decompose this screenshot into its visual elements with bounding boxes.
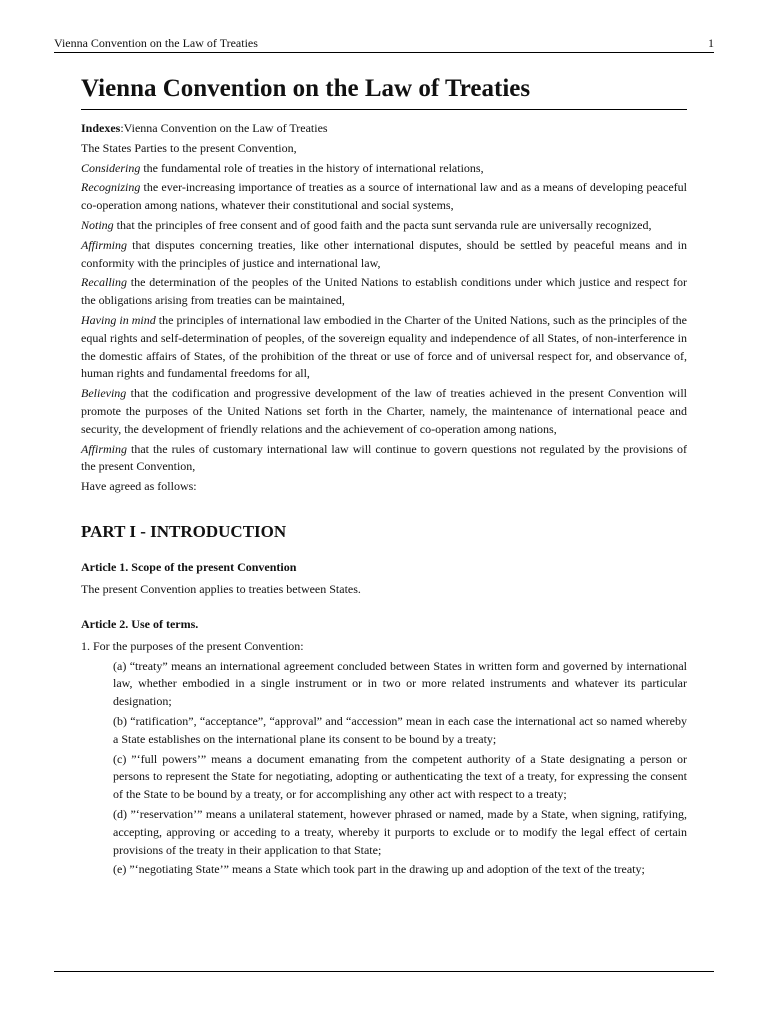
article-1-heading: Article 1. Scope of the present Convention (81, 559, 297, 574)
preamble-intro: The States Parties to the present Convention, (81, 140, 297, 155)
clause-text: that the rules of customary international law will continue to govern questions not regulated by the provisions of the present Convention, (81, 441, 687, 474)
clause-lead: Affirming (81, 237, 128, 252)
clause-lead: Affirming (81, 441, 128, 456)
article-2-heading: Article 2. Use of terms. (81, 616, 199, 631)
running-title: Vienna Convention on the Law of Treaties (54, 36, 258, 50)
preamble-clause (81, 160, 687, 178)
clause-lead: Considering (81, 160, 141, 175)
preamble-clause (81, 237, 687, 273)
clause-lead: Recalling (81, 275, 127, 290)
definition-item: (d) ”‘reservation’” means a unilateral statement, however phrased or named, made by a State, when signing, ratifying, accepting, approving or acceding to a treaty, whereby it purports to exclude or to modify the legal effect of certain provisions of the treaty in their application to that State; (113, 806, 687, 857)
definition-item: (a) “treaty” means an international agreement concluded between States in written form and governed by international law, whether embodied in a single instrument or in two or more related instruments and whatever its particular designation; (113, 658, 687, 709)
clause-text: that the codification and progressive development of the law of treaties achieved in the present Convention will promote the purposes of the United Nations set forth in the Charter, namely, the maintenance of international peace and security, the development of friendly relations and the achievement of co-operation among nations, (81, 386, 687, 436)
clause-text: that disputes concerning treaties, like other international disputes, should be settled by peaceful means and in conformity with the principles of justice and international law, (81, 237, 687, 270)
article-2-intro: 1. For the purposes of the present Convention: (81, 638, 304, 653)
preamble-closing: Have agreed as follows: (81, 479, 197, 494)
document-body (81, 74, 687, 881)
document-title: Vienna Convention on the Law of Treaties (81, 74, 687, 110)
running-header (54, 35, 714, 53)
clause-text: the ever-increasing importance of treaties as a source of international law and as a means of developing peaceful co-operation among nations, whatever their constitutional and social systems, (81, 180, 687, 213)
definition-item: (b) “ratification”, “acceptance”, “approval” and “accession” mean in each case the international act so named whereby a State establishes on the international plane its consent to be bound by a treaty; (113, 713, 687, 746)
clause-lead: Believing (81, 386, 127, 401)
preamble-clause (81, 312, 687, 383)
clause-text: the fundamental role of treaties in the history of international relations, (140, 160, 484, 175)
preamble-clause (81, 217, 687, 235)
clause-text: that the principles of free consent and of good faith and the pacta sunt servanda rule are universally recognized, (113, 217, 652, 232)
preamble-clause (81, 179, 687, 215)
preamble-clause (81, 274, 687, 310)
clause-lead: Recognizing (81, 180, 141, 195)
indexes-line (81, 120, 687, 138)
page-number: 1 (708, 36, 714, 50)
clause-lead: Having in mind (81, 312, 156, 327)
preamble-clause (81, 441, 687, 477)
definition-item: (e) ”‘negotiating State’” means a State which took part in the drawing up and adoption of the text of the treaty; (113, 862, 645, 877)
preamble-clause (81, 385, 687, 438)
indexes-value: :Vienna Convention on the Law of Treaties (120, 121, 328, 135)
clause-lead: Noting (81, 217, 114, 232)
clause-text: the determination of the peoples of the United Nations to establish conditions under which justice and respect for the obligations arising from treaties can be maintained, (81, 275, 687, 308)
indexes-label: Indexes (81, 121, 121, 135)
part-heading: PART I - INTRODUCTION (81, 521, 287, 541)
article-1-text: The present Convention applies to treaties between States. (81, 581, 361, 596)
definition-item: (c) ”‘full powers’” means a document emanating from the competent authority of a State designating a person or persons to represent the State for negotiating, adopting or authenticating the text of a treaty, for expressing the consent of the State to be bound by a treaty, or for accomplishing any other act with respect to a treaty; (113, 751, 687, 802)
clause-text: the principles of international law embodied in the Charter of the United Nations, such as the principles of the equal rights and self-determination of peoples, of the sovereign equality and independence of all States, of non-interference in the domestic affairs of States, of the prohibition of the threat or use of force and of universal respect for, and observance of, human rights and fundamental freedoms for all, (81, 312, 687, 381)
footer-rule (54, 971, 714, 972)
